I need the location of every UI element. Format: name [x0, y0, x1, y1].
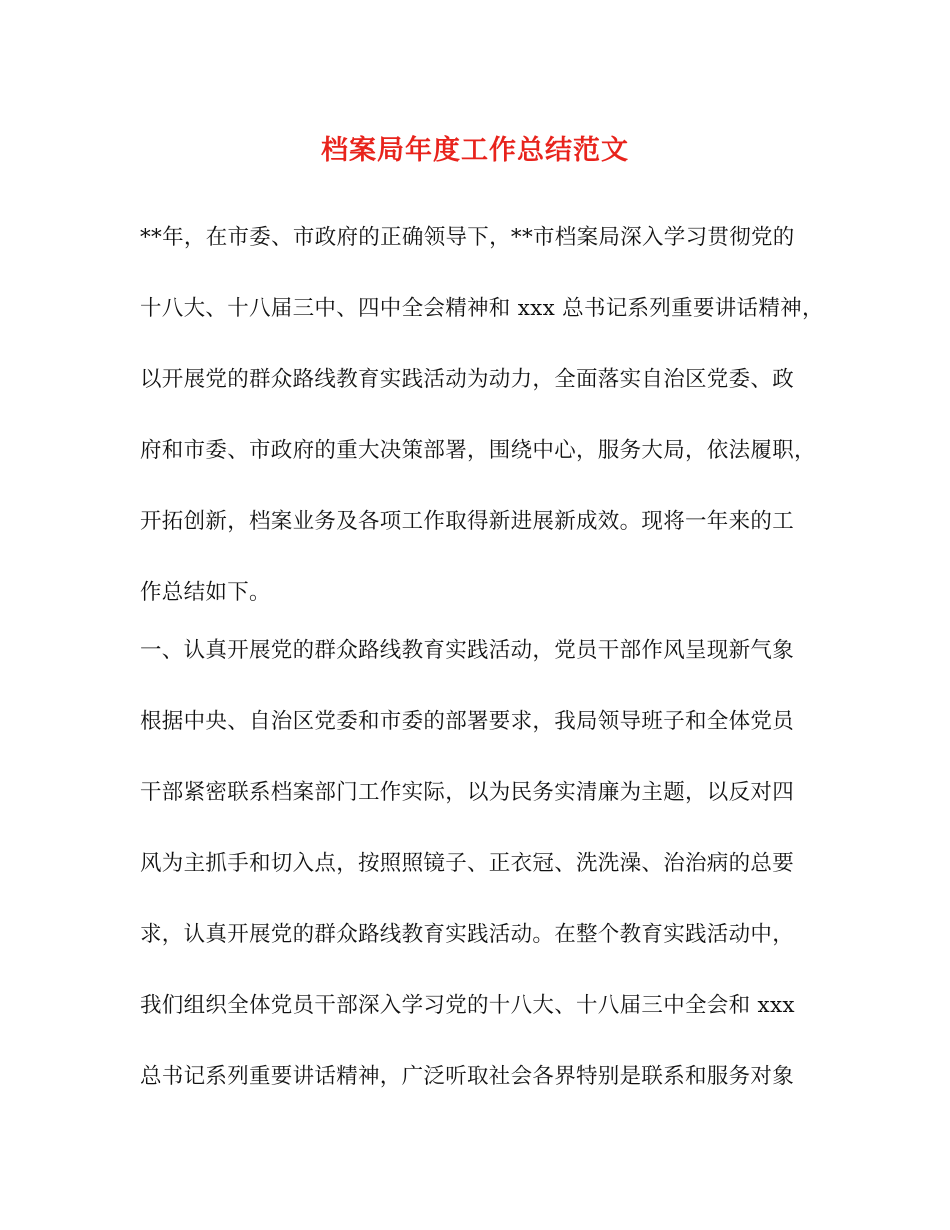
body-line: 我们组织全体党员干部深入学习党的十八大、十八届三中全会和 xxx [140, 993, 795, 1018]
body-line: 府和市委、市政府的重大决策部署，围绕中心，服务大局，依法履职， [140, 438, 816, 463]
body-line: 风为主抓手和切入点，按照照镜子、正衣冠、洗洗澡、治治病的总要 [140, 851, 795, 876]
body-line: **年，在市委、市政府的正确领导下，**市档案局深入学习贯彻党的 [140, 225, 795, 250]
body-line: 以开展党的群众路线教育实践活动为动力，全面落实自治区党委、政 [140, 367, 795, 392]
body-line: 求，认真开展党的群众路线教育实践活动。在整个教育实践活动中， [140, 922, 795, 947]
body-line: 开拓创新，档案业务及各项工作取得新进展新成效。现将一年来的工 [140, 509, 795, 534]
section-heading: 一、认真开展党的群众路线教育实践活动，党员干部作风呈现新气象 [140, 638, 795, 663]
body-line: 总书记系列重要讲话精神，广泛听取社会各界特别是联系和服务对象 [140, 1064, 795, 1089]
body-line: 干部紧密联系档案部门工作实际，以为民务实清廉为主题，以反对四 [140, 780, 795, 805]
body-line: 作总结如下。 [140, 580, 271, 605]
body-line: 十八大、十八届三中、四中全会精神和 xxx 总书记系列重要讲话精神， [140, 296, 824, 321]
body-line: 根据中央、自治区党委和市委的部署要求，我局领导班子和全体党员 [140, 709, 795, 734]
document-title: 档案局年度工作总结范文 [321, 135, 629, 166]
